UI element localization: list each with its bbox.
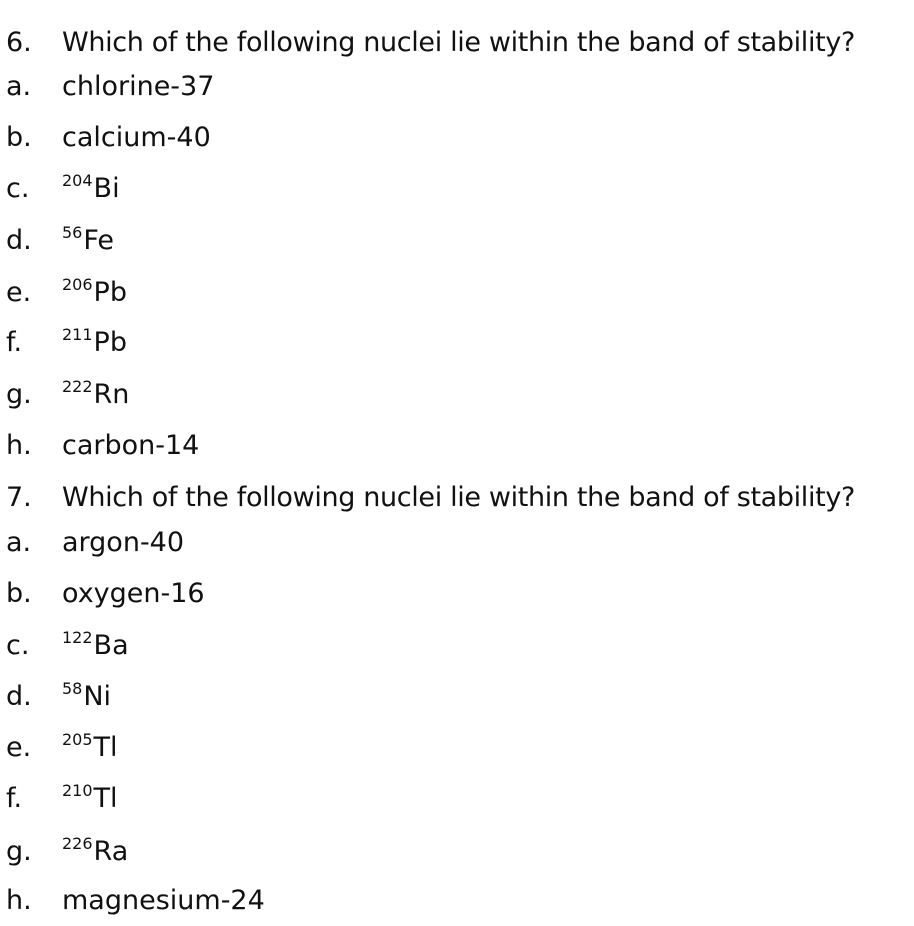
element-symbol: Ra (93, 836, 129, 867)
mass-number: 222 (62, 377, 93, 396)
option-letter: g. (6, 836, 32, 867)
mass-number: 58 (62, 679, 83, 698)
q6-option-e (0, 268, 914, 318)
question-text: Which of the following nuclei lie within the band of stability? (62, 482, 855, 513)
q7-option-f (0, 774, 914, 824)
mass-number: 204 (62, 171, 93, 190)
element-symbol: Ni (83, 681, 112, 712)
q6-option-d (0, 216, 914, 266)
question-number: 7. (6, 482, 32, 513)
mass-number: 205 (62, 730, 93, 749)
isotope (62, 723, 118, 776)
option-letter: a. (6, 527, 32, 558)
q7-option-e (0, 723, 914, 773)
mass-number: 122 (62, 628, 93, 647)
q7-option-b (0, 569, 914, 619)
option-letter: h. (6, 430, 32, 461)
isotope (62, 164, 120, 217)
option-letter: e. (6, 732, 32, 763)
isotope (62, 621, 129, 674)
option-letter: e. (6, 277, 32, 308)
isotope (62, 216, 114, 269)
option-text: carbon-14 (62, 430, 200, 461)
isotope (62, 672, 111, 725)
question-number: 6. (6, 27, 32, 58)
option-letter: b. (6, 578, 32, 609)
element-symbol: Rn (93, 379, 130, 410)
option-letter: f. (6, 327, 23, 358)
isotope (62, 827, 128, 880)
element-symbol: Pb (93, 327, 127, 358)
option-letter: h. (6, 885, 32, 916)
option-letter: d. (6, 681, 32, 712)
isotope (62, 268, 127, 321)
mass-number: 56 (62, 223, 83, 242)
clipped-previous-line (0, 0, 914, 8)
q7-option-a (0, 518, 914, 568)
option-letter: b. (6, 122, 32, 153)
option-text: chlorine-37 (62, 71, 215, 102)
option-letter: d. (6, 225, 32, 256)
q7-option-c (0, 621, 914, 671)
element-symbol: Ba (93, 630, 129, 661)
option-letter: c. (6, 630, 30, 661)
mass-number: 211 (62, 325, 93, 344)
q6-option-g (0, 370, 914, 420)
element-symbol: Tl (93, 732, 118, 763)
q6-option-c (0, 164, 914, 214)
q7-option-g (0, 827, 914, 877)
q7-option-h (0, 876, 914, 926)
element-symbol: Fe (83, 225, 115, 256)
mass-number: 226 (62, 834, 93, 853)
element-symbol: Pb (93, 277, 127, 308)
q6-option-a (0, 62, 914, 112)
question-6 (0, 18, 914, 68)
q6-option-b (0, 113, 914, 163)
isotope (62, 318, 127, 371)
option-text: oxygen-16 (62, 578, 205, 609)
isotope (62, 370, 129, 423)
option-text: magnesium-24 (62, 885, 265, 916)
mass-number: 206 (62, 275, 93, 294)
question-text: Which of the following nuclei lie within the band of stability? (62, 27, 855, 58)
q6-option-h (0, 421, 914, 471)
option-letter: f. (6, 783, 23, 814)
option-text: argon-40 (62, 527, 185, 558)
option-letter: a. (6, 71, 32, 102)
option-letter: g. (6, 379, 32, 410)
option-text: calcium-40 (62, 122, 211, 153)
isotope (62, 774, 118, 827)
element-symbol: Tl (93, 783, 118, 814)
q6-option-f (0, 318, 914, 368)
q7-option-d (0, 672, 914, 722)
element-symbol: Bi (93, 173, 120, 204)
mass-number: 210 (62, 781, 93, 800)
option-letter: c. (6, 173, 30, 204)
question-7 (0, 473, 914, 523)
